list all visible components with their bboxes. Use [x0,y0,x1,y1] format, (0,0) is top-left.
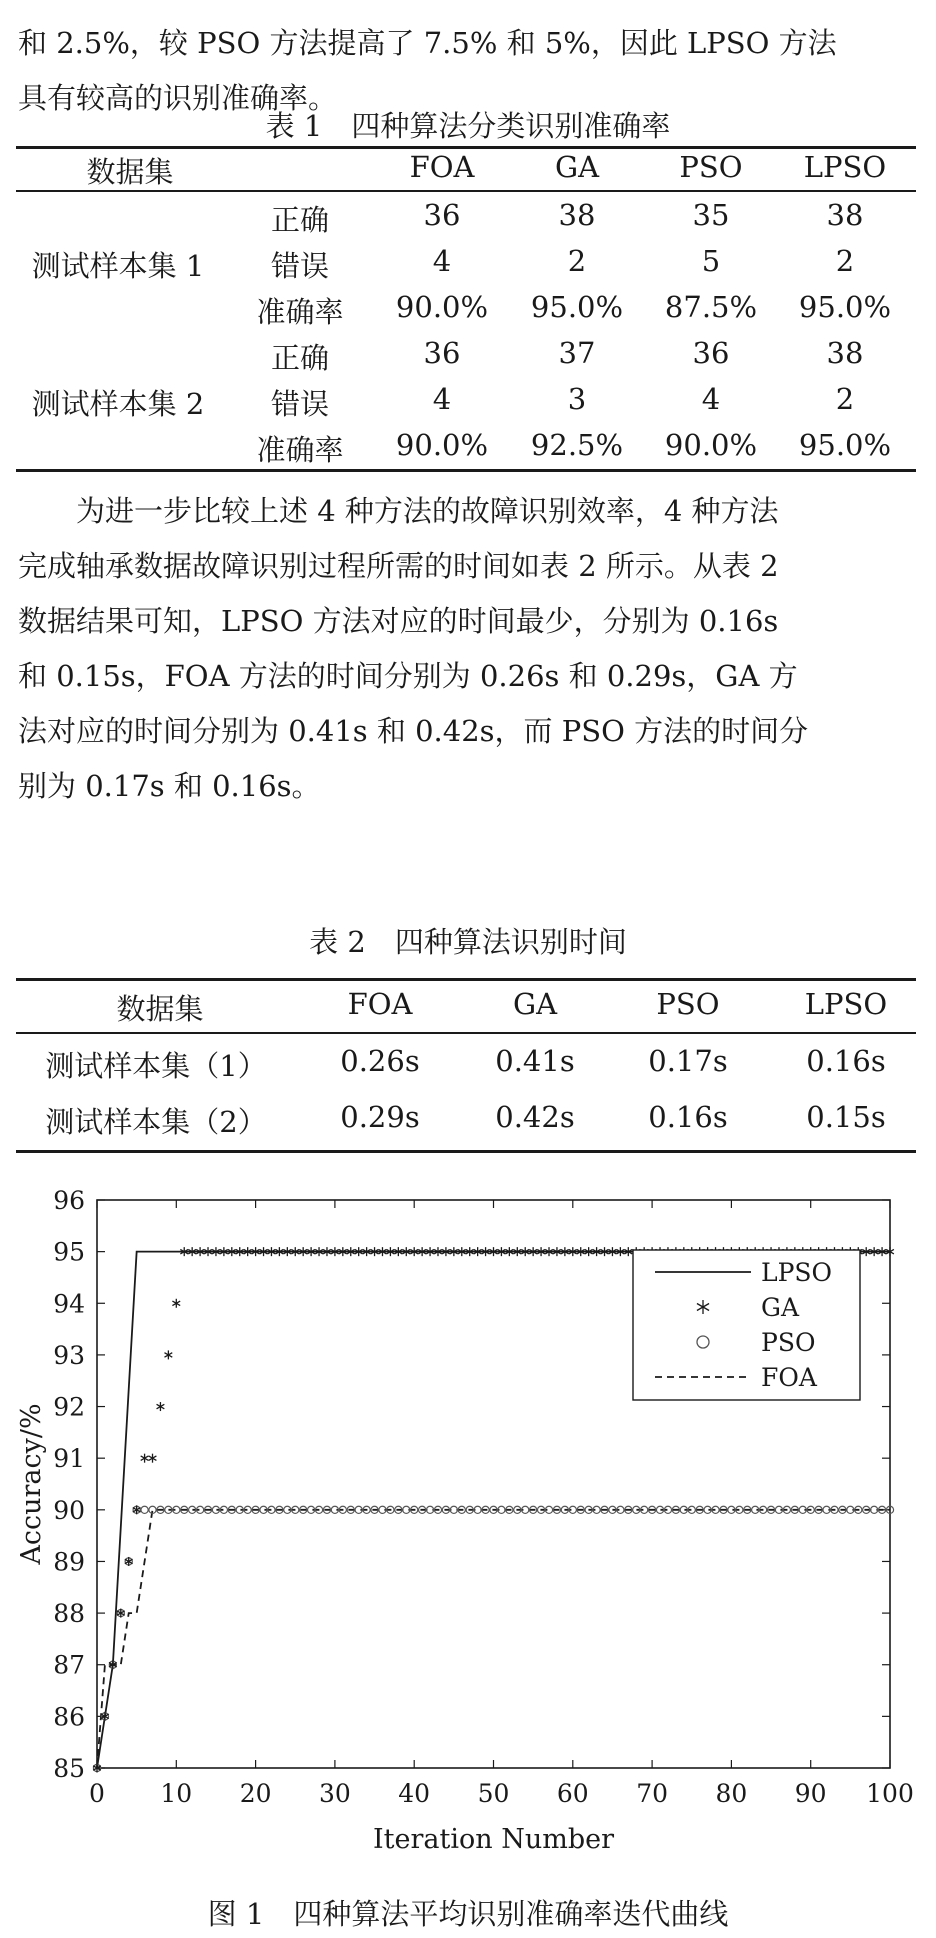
y-tick-label: 92 [53,1392,85,1422]
table1-cell: 95.0% [798,428,892,462]
table2-cell: 0.17s [648,1044,728,1078]
x-tick-label: 90 [794,1779,827,1808]
x-tick-label: 70 [636,1779,669,1808]
y-tick-label: 94 [53,1289,85,1319]
table2-cell: 0.16s [648,1100,728,1134]
table1-cell: 2 [835,244,855,278]
series-ga-point [157,1402,165,1411]
table2-header-dataset: 数据集 [116,992,204,1026]
y-tick-label: 90 [53,1495,85,1525]
series-pso-point [141,1506,148,1513]
y-tick-label: 85 [53,1754,85,1783]
table1-top-rule [16,146,916,149]
paragraph-line: 法对应的时间分别为 0.41s 和 0.42s，而 PSO 方法的时间分 [18,714,809,748]
table1-header-pso: PSO [679,150,743,184]
legend-label-pso: PSO [761,1328,816,1357]
table2-cell: 0.29s [340,1100,420,1134]
table1-caption: 表 1 四种算法分类识别准确率 [265,109,671,143]
paragraph-line: 别为 0.17s 和 0.16s。 [18,769,321,803]
figure1-caption: 图 1 四种算法平均识别准确率迭代曲线 [207,1897,729,1931]
table2-cell: 0.41s [495,1044,575,1078]
table1-header-lpso: LPSO [803,150,887,184]
table2-top-rule [16,978,916,981]
y-tick-label: 89 [53,1547,85,1577]
table1-cell: 38 [826,336,864,370]
table2-cell: 0.16s [806,1044,886,1078]
table1-bottom-rule [16,469,916,472]
table1-header-dataset: 数据集 [86,155,174,189]
x-tick-label: 0 [89,1779,105,1808]
paragraph-line: 和 0.15s，FOA 方法的时间分别为 0.26s 和 0.29s，GA 方 [18,659,798,693]
table2-row-label: 测试样本集（1） [45,1049,267,1083]
series-ga-point [172,1299,180,1308]
table1-cell: 38 [826,198,864,232]
table1-cell: 90.0% [395,290,489,324]
paragraph-line: 为进一步比较上述 4 种方法的故障识别效率，4 种方法 [76,494,779,528]
series-ga-point [149,1454,157,1463]
y-tick-label: 93 [53,1340,85,1370]
table2-cell: 0.42s [495,1100,575,1134]
table1-row-label: 正确 [270,341,329,375]
table2-header-lpso: LPSO [804,987,888,1021]
legend-label-ga: GA [761,1293,800,1322]
y-axis-label: Accuracy/% [16,1403,47,1565]
y-tick-label: 87 [53,1650,85,1680]
x-tick-label: 40 [398,1779,431,1808]
table1-row-label: 准确率 [256,295,344,329]
y-tick-label: 88 [53,1599,85,1629]
y-tick-label: 96 [53,1186,85,1215]
table1-cell: 36 [423,336,461,370]
table1-group-label: 测试样本集 2 [31,387,205,421]
table2-header-foa: FOA [347,987,413,1021]
table1-cell: 4 [432,382,452,416]
table1-header-foa: FOA [409,150,475,184]
table2-cell: 0.15s [806,1100,886,1134]
table1-cell: 37 [558,336,596,370]
series-ga-point [164,1350,172,1359]
table1-cell: 2 [567,244,587,278]
x-tick-label: 10 [160,1779,193,1808]
table1-cell: 36 [692,336,730,370]
x-tick-label: 80 [715,1779,748,1808]
table1-cell: 95.0% [530,290,624,324]
y-tick-label: 91 [53,1444,85,1474]
legend-label-foa: FOA [761,1363,817,1392]
table1-cell: 90.0% [395,428,489,462]
table1-row-label: 正确 [270,203,329,237]
table1-cell: 5 [701,244,721,278]
paragraph-line: 具有较高的识别准确率。 [18,81,338,115]
table1-cell: 3 [567,382,587,416]
table2-header-rule [16,1032,916,1034]
legend-label-lpso: LPSO [761,1258,833,1287]
series-foa-line [97,1510,890,1768]
table1-cell: 36 [423,198,461,232]
table1-cell: 87.5% [664,290,758,324]
table1-cell: 95.0% [798,290,892,324]
series-ga-point [141,1454,149,1463]
table1-cell: 92.5% [530,428,624,462]
table1-row-label: 错误 [270,387,329,421]
paragraph-line: 和 2.5%，较 PSO 方法提高了 7.5% 和 5%，因此 LPSO 方法 [18,26,837,60]
accuracy-iteration-chart [0,1172,936,1892]
table1-row-label: 准确率 [256,433,344,467]
table1-group-label: 测试样本集 1 [31,249,205,283]
table1-cell: 35 [692,198,730,232]
x-tick-label: 50 [477,1779,510,1808]
x-tick-label: 60 [556,1779,589,1808]
y-tick-label: 95 [53,1237,85,1267]
table1-cell: 4 [432,244,452,278]
x-tick-label: 20 [239,1779,272,1808]
table1-cell: 2 [835,382,855,416]
x-axis-label: Iteration Number [373,1824,614,1855]
table2-row-label: 测试样本集（2） [45,1105,267,1139]
y-tick-label: 86 [53,1702,85,1732]
x-tick-label: 100 [866,1779,914,1808]
table2-caption: 表 2 四种算法识别时间 [309,925,627,959]
table2-header-pso: PSO [656,987,720,1021]
table1-header-ga: GA [554,150,600,184]
table2-bottom-rule [16,1150,916,1153]
table2-header-ga: GA [512,987,558,1021]
paragraph-line: 完成轴承数据故障识别过程所需的时间如表 2 所示。从表 2 [18,549,779,583]
table1-row-label: 错误 [270,249,329,283]
table1-cell: 38 [558,198,596,232]
table1-cell: 90.0% [664,428,758,462]
paragraph-line: 数据结果可知，LPSO 方法对应的时间最少，分别为 0.16s [18,604,779,638]
paragraph-2 [18,484,918,814]
table1-cell: 4 [701,382,721,416]
x-tick-label: 30 [318,1779,351,1808]
table2-cell: 0.26s [340,1044,420,1078]
